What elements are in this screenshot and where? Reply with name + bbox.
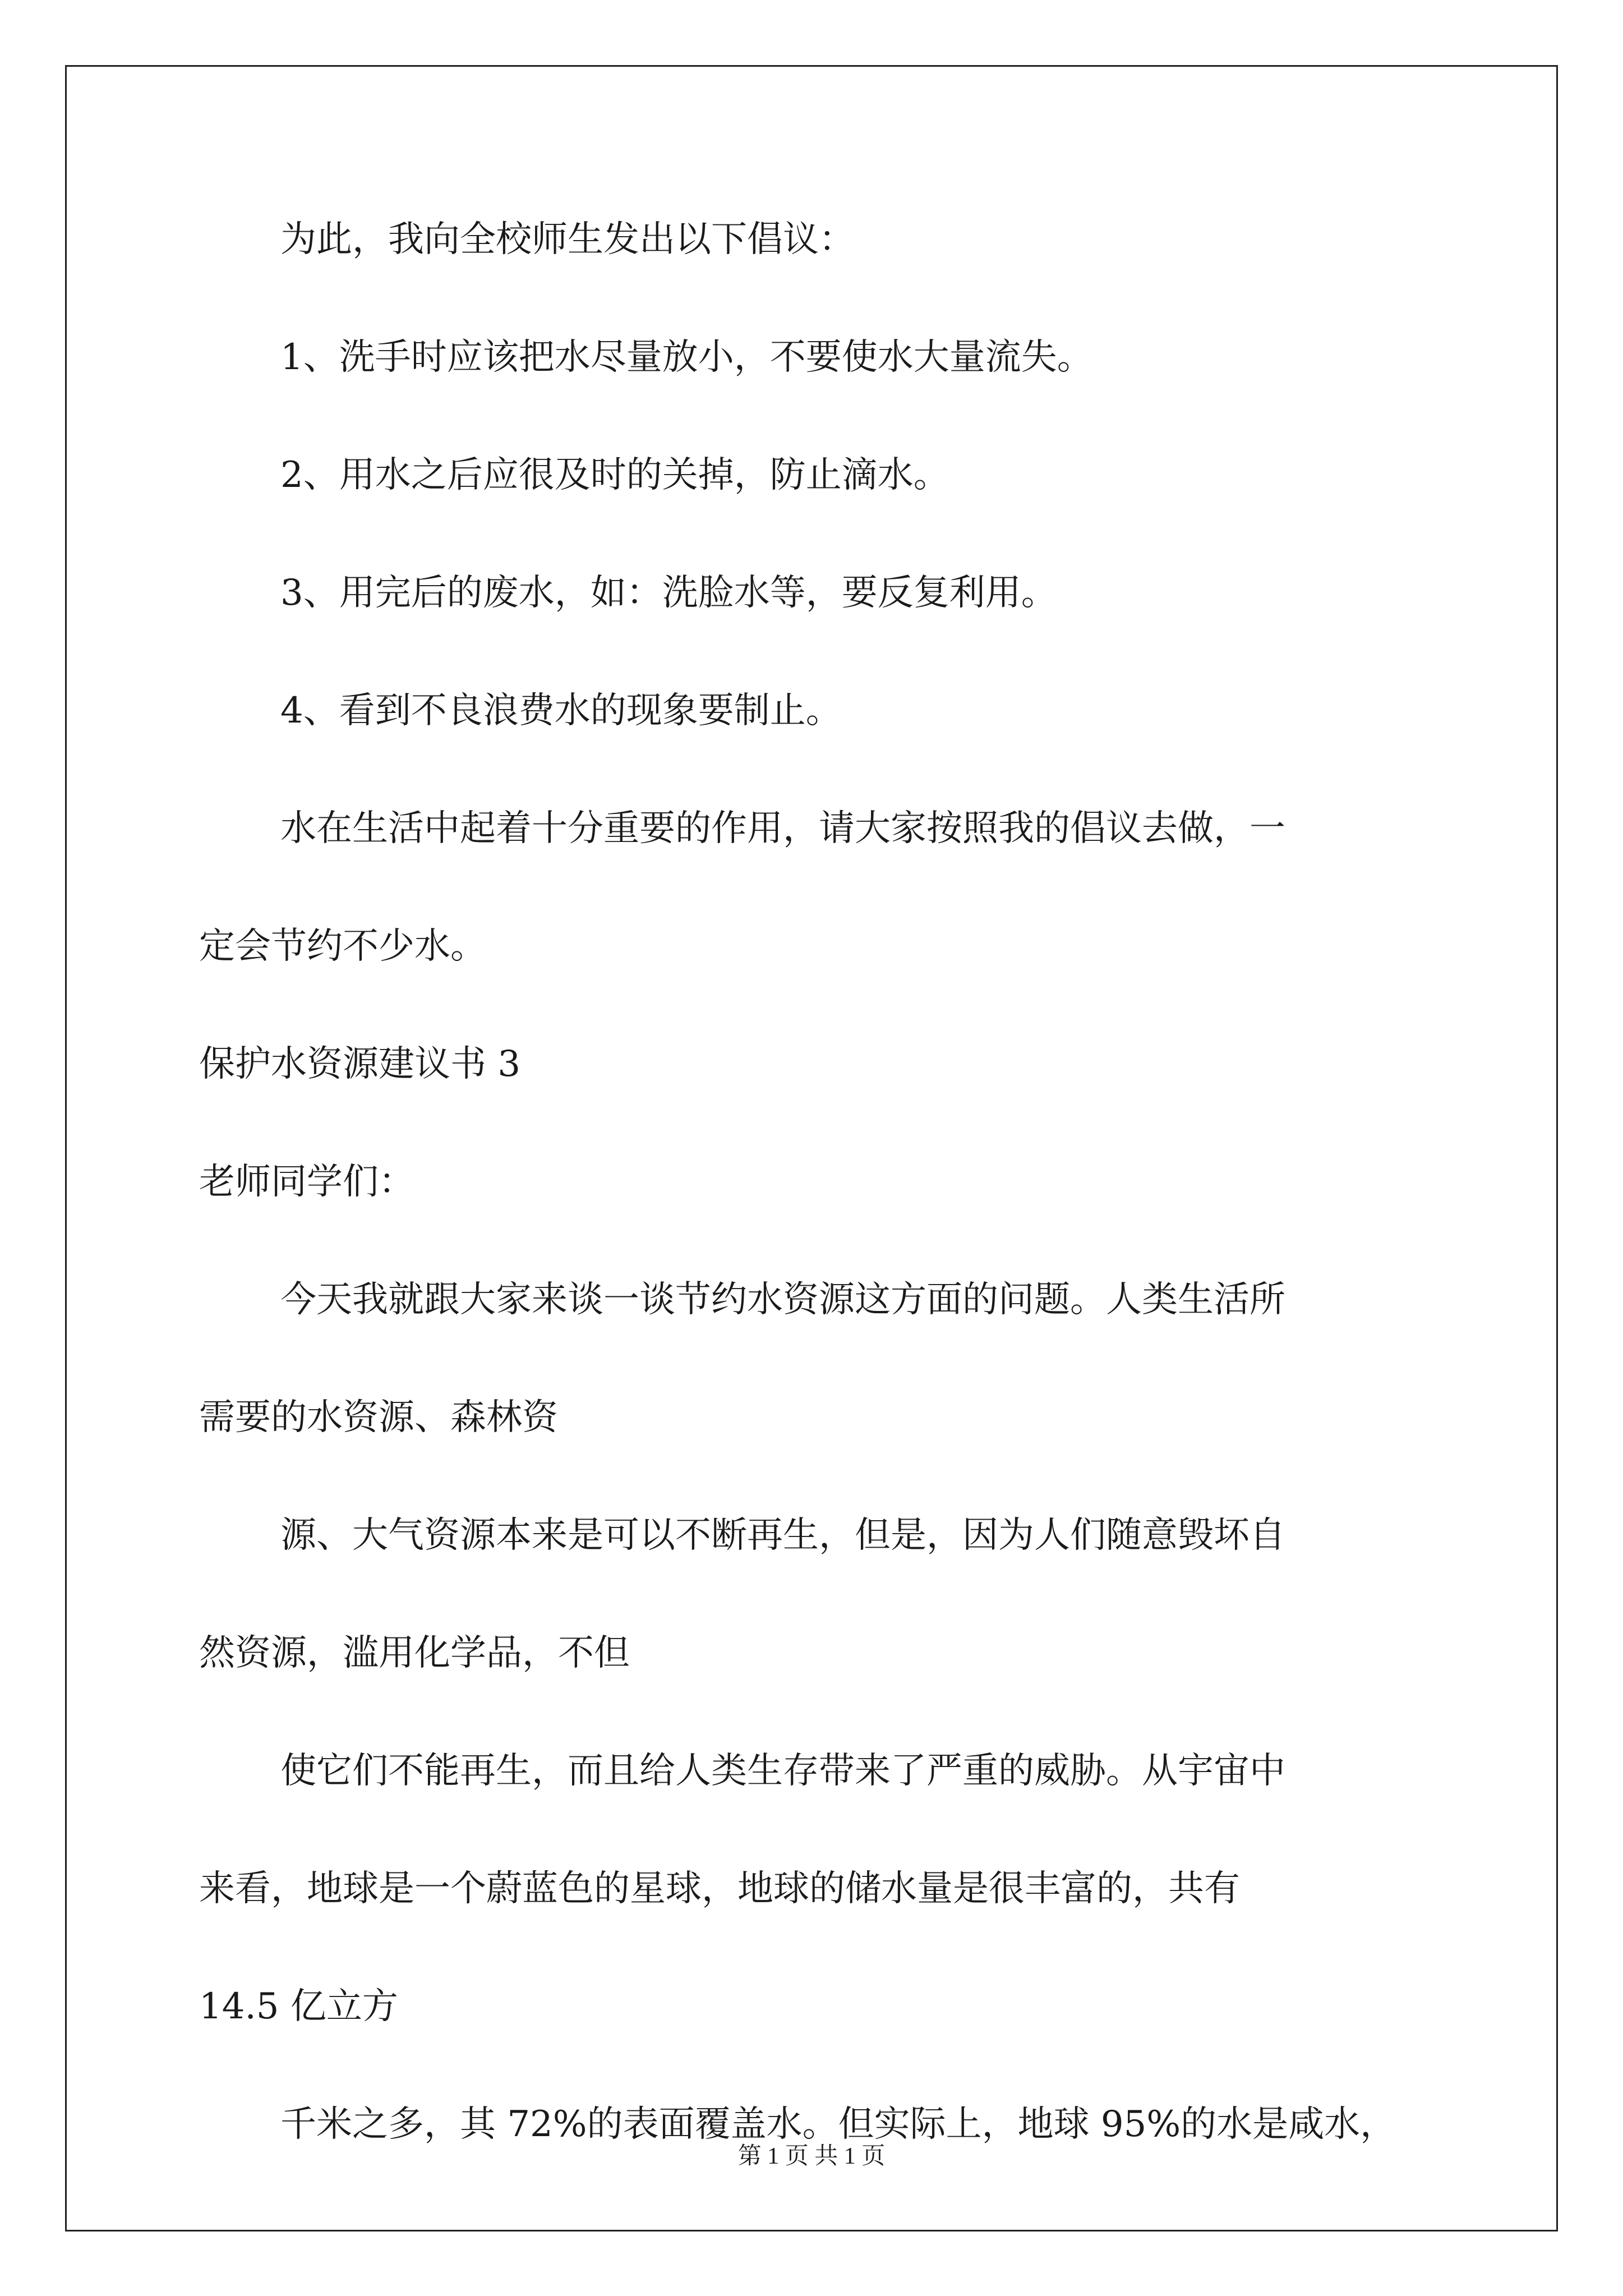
paragraph-continuation: 14.5 亿立方 — [199, 1986, 398, 2027]
paragraph: 1、洗手时应该把水尽量放小，不要使水大量流失。 — [280, 337, 1093, 378]
paragraph: 3、用完后的废水，如：洗脸水等，要反复利用。 — [280, 572, 1057, 614]
paragraph: 为此，我向全校师生发出以下倡议： — [280, 219, 855, 260]
salutation: 老师同学们： — [199, 1161, 414, 1203]
section-heading: 保护水资源建议书 3 — [199, 1043, 521, 1085]
paragraph-continuation: 来看，地球是一个蔚蓝色的星球，地球的储水量是很丰富的，共有 — [199, 1868, 1240, 1910]
paragraph: 2、用水之后应很及时的关掉，防止滴水。 — [280, 454, 949, 496]
paragraph-continuation: 然资源，滥用化学品，不但 — [199, 1632, 630, 1674]
paragraph: 4、看到不良浪费水的现象要制止。 — [280, 690, 842, 731]
page-footer: 第 1 页 共 1 页 — [737, 2143, 886, 2169]
paragraph: 今天我就跟大家来谈一谈节约水资源这方面的问题。人类生活所 — [280, 1279, 1285, 1320]
paragraph-continuation: 定会节约不少水。 — [199, 926, 486, 967]
paragraph: 水在生活中起着十分重要的作用，请大家按照我的倡议去做，一 — [280, 808, 1285, 849]
paragraph: 源、大气资源本来是可以不断再生，但是，因为人们随意毁坏自 — [280, 1515, 1285, 1556]
paragraph: 使它们不能再生，而且给人类生存带来了严重的威胁。从宇宙中 — [280, 1750, 1285, 1792]
paragraph: 千米之多，其 72%的表面覆盖水。但实际上，地球 95%的水是咸水， — [280, 2104, 1396, 2145]
paragraph-continuation: 需要的水资源、森林资 — [199, 1397, 558, 1438]
